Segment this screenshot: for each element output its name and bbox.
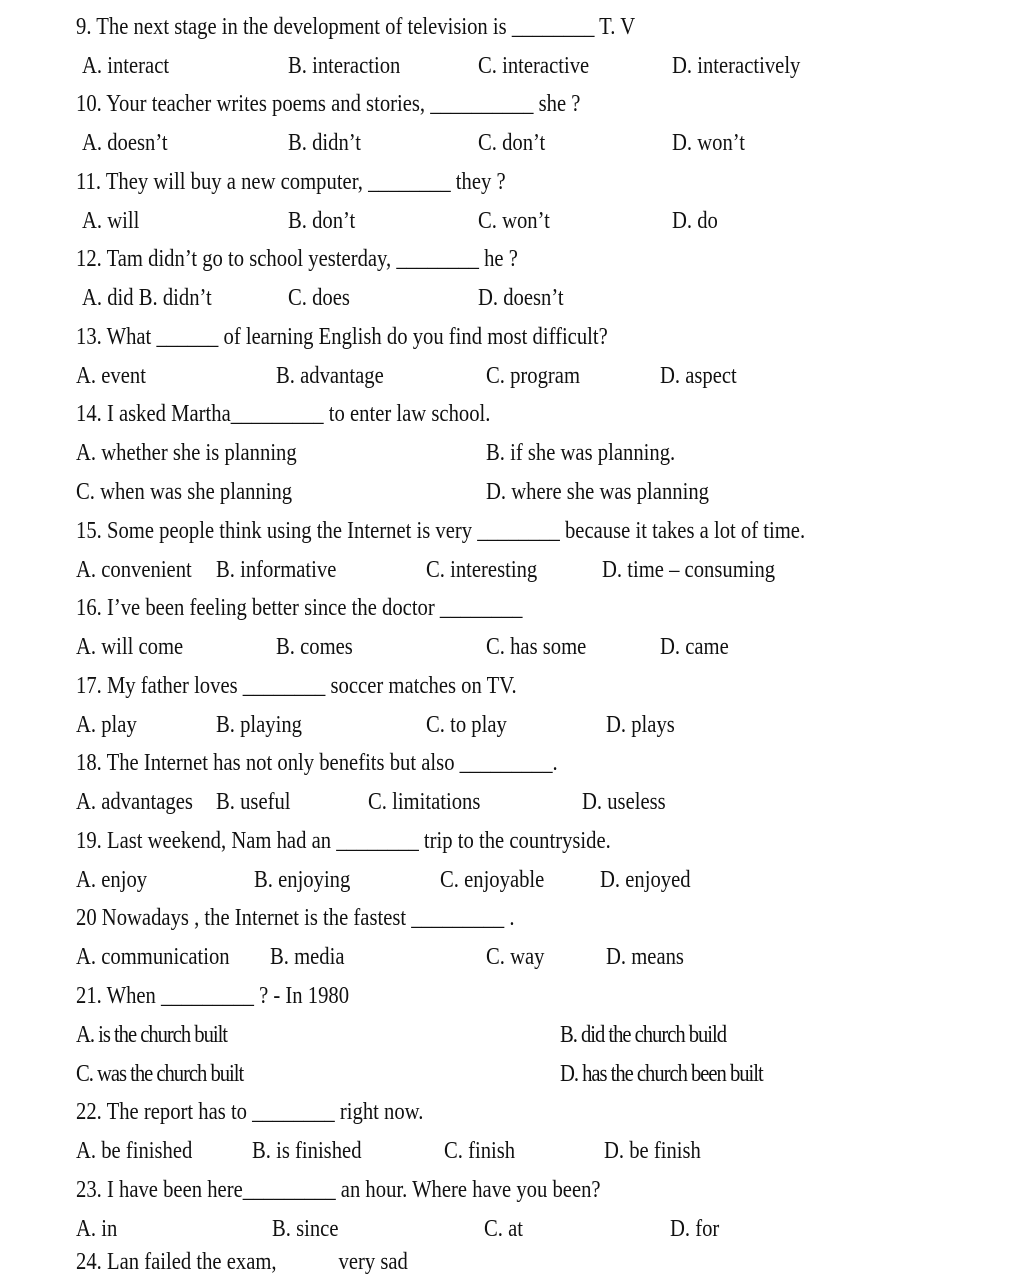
option-c: C. does [288, 285, 350, 311]
options-14-ab [0, 435, 1024, 471]
option-d: D. aspect [660, 363, 737, 389]
question-14 [0, 396, 1024, 432]
question-stem: 20 Nowadays , the Internet is the fastest _________ . [76, 905, 515, 931]
option-a: A. whether she is planning [76, 440, 297, 466]
question-18 [0, 745, 1024, 781]
question-17 [0, 668, 1024, 704]
option-d: D. enjoyed [600, 867, 691, 893]
option-b: B. useful [216, 789, 291, 815]
option-d: D. useless [582, 789, 666, 815]
option-d: D. do [672, 208, 718, 234]
option-c: C. to play [426, 712, 507, 738]
option-b: B. advantage [276, 363, 384, 389]
question-24 [0, 1244, 1024, 1280]
option-a: A. be finished [76, 1138, 193, 1164]
question-11 [0, 164, 1024, 200]
option-d: D. came [660, 634, 729, 660]
question-21 [0, 978, 1024, 1014]
question-12 [0, 241, 1024, 277]
question-stem: 13. What ______ of learning English do you find most difficult? [76, 324, 608, 350]
option-c: C. finish [444, 1138, 516, 1164]
options-20 [0, 939, 1024, 975]
option-b: B. is finished [252, 1138, 362, 1164]
option-c: C. enjoyable [440, 867, 545, 893]
option-b: B. interaction [288, 53, 401, 79]
options-9 [0, 48, 1024, 84]
options-18 [0, 784, 1024, 820]
option-a: A. play [76, 712, 137, 738]
option-c: C. program [486, 363, 581, 389]
option-a: A. in [76, 1216, 118, 1242]
option-a: A. advantages [76, 789, 193, 815]
option-c: C. limitations [368, 789, 481, 815]
option-d: D. won’t [672, 130, 746, 156]
option-d: D. for [670, 1216, 720, 1242]
option-a-b: A. did B. didn’t [82, 285, 212, 311]
option-d: D. be finish [604, 1138, 701, 1164]
question-23 [0, 1172, 1024, 1208]
option-d: D. interactively [672, 53, 801, 79]
option-b: B. media [270, 944, 345, 970]
question-15 [0, 513, 1024, 549]
question-stem: 9. The next stage in the development of television is ________ T. V [76, 14, 636, 40]
options-14-cd [0, 474, 1024, 510]
options-15 [0, 552, 1024, 588]
options-12 [0, 280, 1024, 316]
question-stem: 22. The report has to ________ right now. [76, 1099, 424, 1125]
option-a: A. communication [76, 944, 230, 970]
option-c: C. don’t [478, 130, 546, 156]
options-16 [0, 629, 1024, 665]
question-stem: 15. Some people think using the Internet is very ________ because it takes a lot of time. [76, 518, 806, 544]
question-stem: 21. When _________ ? - In 1980 [76, 983, 350, 1009]
options-21-cd [0, 1056, 1024, 1092]
option-a: A. doesn’t [82, 130, 168, 156]
option-c: C. has some [486, 634, 587, 660]
question-stem: 12. Tam didn’t go to school yesterday, ________ he ? [76, 246, 518, 272]
option-a: A. event [76, 363, 146, 389]
question-stem: 10. Your teacher writes poems and stories, __________ she ? [76, 91, 581, 117]
option-b: B. did the church build [560, 1022, 727, 1048]
options-13 [0, 358, 1024, 394]
option-c: C. at [484, 1216, 523, 1242]
option-d: D. plays [606, 712, 675, 738]
option-a: A. will come [76, 634, 184, 660]
option-c: C. interesting [426, 557, 538, 583]
option-c: C. way [486, 944, 545, 970]
question-stem: 19. Last weekend, Nam had an ________ trip to the countryside. [76, 828, 611, 854]
option-b: B. don’t [288, 208, 356, 234]
question-20 [0, 900, 1024, 936]
question-stem: 14. I asked Martha_________ to enter law school. [76, 401, 491, 427]
option-b: B. if she was planning. [486, 440, 676, 466]
question-19 [0, 823, 1024, 859]
options-10 [0, 125, 1024, 161]
question-13 [0, 319, 1024, 355]
option-d: D. has the church been built [560, 1061, 763, 1087]
options-23 [0, 1211, 1024, 1247]
option-a: A. convenient [76, 557, 192, 583]
option-b: B. comes [276, 634, 353, 660]
options-21-ab [0, 1017, 1024, 1053]
option-d: D. where she was planning [486, 479, 709, 505]
options-17 [0, 707, 1024, 743]
option-c: C. won’t [478, 208, 550, 234]
option-b: B. enjoying [254, 867, 351, 893]
question-10 [0, 86, 1024, 122]
option-b: B. informative [216, 557, 337, 583]
option-a: A. will [82, 208, 140, 234]
option-a: A. interact [82, 53, 170, 79]
options-11 [0, 203, 1024, 239]
question-22 [0, 1094, 1024, 1130]
question-stem: 18. The Internet has not only benefits but also _________. [76, 750, 558, 776]
option-d: D. time – consuming [602, 557, 776, 583]
option-d: D. doesn’t [478, 285, 564, 311]
option-b: B. since [272, 1216, 339, 1242]
question-stem: 24. Lan failed the exam, very sad [76, 1249, 408, 1275]
options-19 [0, 862, 1024, 898]
question-stem: 23. I have been here_________ an hour. Where have you been? [76, 1177, 601, 1203]
question-stem: 17. My father loves ________ soccer matches on TV. [76, 673, 517, 699]
option-b: B. playing [216, 712, 302, 738]
option-c: C. was the church built [76, 1061, 244, 1087]
option-d: D. means [606, 944, 684, 970]
question-16 [0, 590, 1024, 626]
question-stem: 11. They will buy a new computer, ________ they ? [76, 169, 506, 195]
option-c: C. when was she planning [76, 479, 293, 505]
options-22 [0, 1133, 1024, 1169]
question-9 [0, 9, 1024, 45]
option-a: A. enjoy [76, 867, 148, 893]
question-stem: 16. I’ve been feeling better since the doctor ________ [76, 595, 523, 621]
option-a: A. is the church built [76, 1022, 227, 1048]
option-c: C. interactive [478, 53, 590, 79]
option-b: B. didn’t [288, 130, 362, 156]
